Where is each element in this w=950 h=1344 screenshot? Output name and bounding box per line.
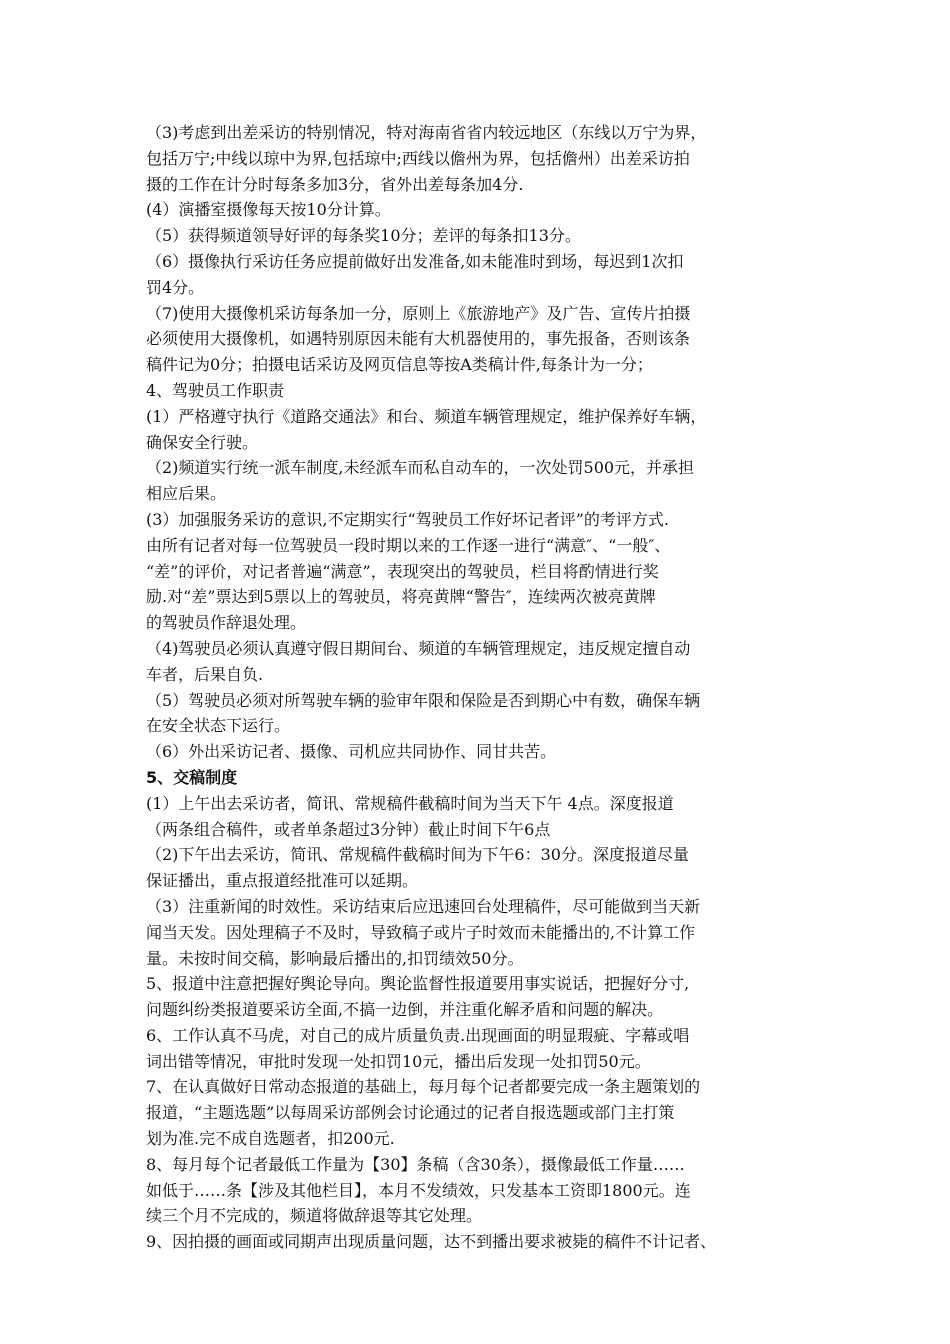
text-line: （2)频道实行统一派车制度,未经派车而私自动车的，一次处罚500元，并承担 bbox=[146, 458, 695, 478]
text-line: 9、因拍摄的画面或同期声出现质量问题，达不到播出要求被毙的稿件不计记者、 bbox=[146, 1232, 717, 1252]
document-body bbox=[146, 120, 810, 1255]
text-line: 稿件记为0分；拍摄电话采访及网页信息等按A类稿计件,每条计为一分； bbox=[146, 355, 653, 375]
text-line: 相应后果。 bbox=[146, 484, 227, 504]
text-line: （5）获得频道领导好评的每条奖10分；差评的每条扣13分。 bbox=[146, 226, 581, 246]
text-line: 6、工作认真不马虎，对自己的成片质量负责.出现画面的明显瑕疵、字幕或唱 bbox=[146, 1025, 690, 1045]
text-line: “差”的评价，对记者普遍“满意”，表现突出的驾驶员，栏目将酌情进行奖 bbox=[146, 561, 659, 581]
text-line: (1）上午出去采访者，简讯、常规稿件截稿时间为当天下午 4点。深度报道 bbox=[146, 793, 674, 813]
text-line: （3)考虑到出差采访的特别情况，特对海南省省内较远地区（东线以万宁为界， bbox=[146, 123, 707, 142]
text-line: 车者，后果自负. bbox=[146, 664, 264, 684]
text-line: 续三个月不完成的，频道将做辞退等其它处理。 bbox=[146, 1206, 483, 1226]
text-line: 闻当天发。因处理稿子不及时，导致稿子或片子时效而未能播出的,不计算工作 bbox=[146, 922, 696, 942]
text-line: 的驾驶员作辞退处理。 bbox=[146, 613, 307, 633]
section-heading: 4、驾驶员工作职责 bbox=[146, 380, 285, 400]
text-line: 5、报道中注意把握好舆论导向。舆论监督性报道要用事实说话，把握好分寸, bbox=[146, 974, 690, 994]
text-line: 在安全状态下运行。 bbox=[146, 716, 291, 736]
section-heading: 5、交稿制度 bbox=[146, 767, 238, 787]
text-line: （4)驾驶员必须认真遵守假日期间台、频道的车辆管理规定，违反规定擅自动 bbox=[146, 638, 691, 658]
text-line: 7、在认真做好日常动态报道的基础上，每月每个记者都要完成一条主题策划的 bbox=[146, 1077, 701, 1097]
text-line: 问题纠纷类报道要采访全面,不搞一边倒，并注重化解矛盾和问题的解决。 bbox=[146, 1000, 664, 1020]
text-line: 摄的工作在计分时每条多加3分，省外出差每条加4分. bbox=[146, 174, 524, 194]
text-line: 确保安全行驶。 bbox=[146, 432, 259, 452]
text-line: （两条组合稿件，或者单条超过3分钟）截止时间下午6点 bbox=[146, 819, 551, 839]
text-line: 罚4分。 bbox=[146, 277, 205, 297]
text-line: 保证播出，重点报道经批准可以延期。 bbox=[146, 871, 419, 891]
text-line: (1）严格遵守执行《道路交通法》和台、频道车辆管理规定，维护保养好车辆， bbox=[146, 406, 707, 426]
text-line: 词出错等情况，审批时发现一处扣罚10元，播出后发现一处扣罚50元。 bbox=[146, 1051, 651, 1071]
text-line: 由所有记者对每一位驾驶员一段时期以来的工作逐一进行“满意″、“一般″、 bbox=[146, 535, 671, 555]
text-line: 必须使用大摄像机，如遇特别原因未能有大机器使用的，事先报备，否则该条 bbox=[146, 329, 691, 349]
text-line: （7)使用大摄像机采访每条加一分，原则上《旅游地产》及广告、宣传片拍摄 bbox=[146, 303, 691, 323]
text-line: 如低于……条【涉及其他栏目】，本月不发绩效，只发基本工资即1800元。连 bbox=[146, 1180, 691, 1200]
text-line: 划为准.完不成自选题者，扣200元. bbox=[146, 1129, 395, 1149]
text-line: 量。未按时间交稿，影响最后播出的,扣罚绩效50分。 bbox=[146, 948, 524, 968]
text-line: （2)下午出去采访，简讯、常规稿件截稿时间为下午6：30分。深度报道尽量 bbox=[146, 845, 689, 865]
text-line: (4）演播室摄像每天按10分计算。 bbox=[146, 200, 391, 220]
text-line: （3）注重新闻的时效性。采访结束后应迅速回台处理稿件，尽可能做到当天新 bbox=[146, 896, 701, 916]
text-line: （5）驾驶员必须对所驾驶车辆的验审年限和保险是否到期心中有数，确保车辆 bbox=[146, 690, 701, 710]
text-line: 包括万宁;中线以琼中为界,包括琼中;西线以儋州为界，包括儋州）出差采访拍 bbox=[146, 148, 690, 168]
text-line: （6）摄像执行采访任务应提前做好出发准备,如未能准时到场，每迟到1次扣 bbox=[146, 251, 684, 271]
text-line: 8、每月每个记者最低工作量为【30】条稿（含30条），摄像最低工作量…… bbox=[146, 1154, 685, 1174]
text-line: （6）外出采访记者、摄像、司机应共同协作、同甘共苦。 bbox=[146, 742, 557, 762]
text-line: (3）加强服务采访的意识,不定期实行“驾驶员工作好坏记者评”的考评方式. bbox=[146, 509, 669, 529]
text-line: 报道，“主题选题”以每周采访部例会讨论通过的记者自报选题或部门主打策 bbox=[146, 1103, 675, 1123]
text-line: 励.对“差”票达到5票以上的驾驶员，将亮黄牌“警告″，连续两次被亮黄牌 bbox=[146, 587, 656, 607]
